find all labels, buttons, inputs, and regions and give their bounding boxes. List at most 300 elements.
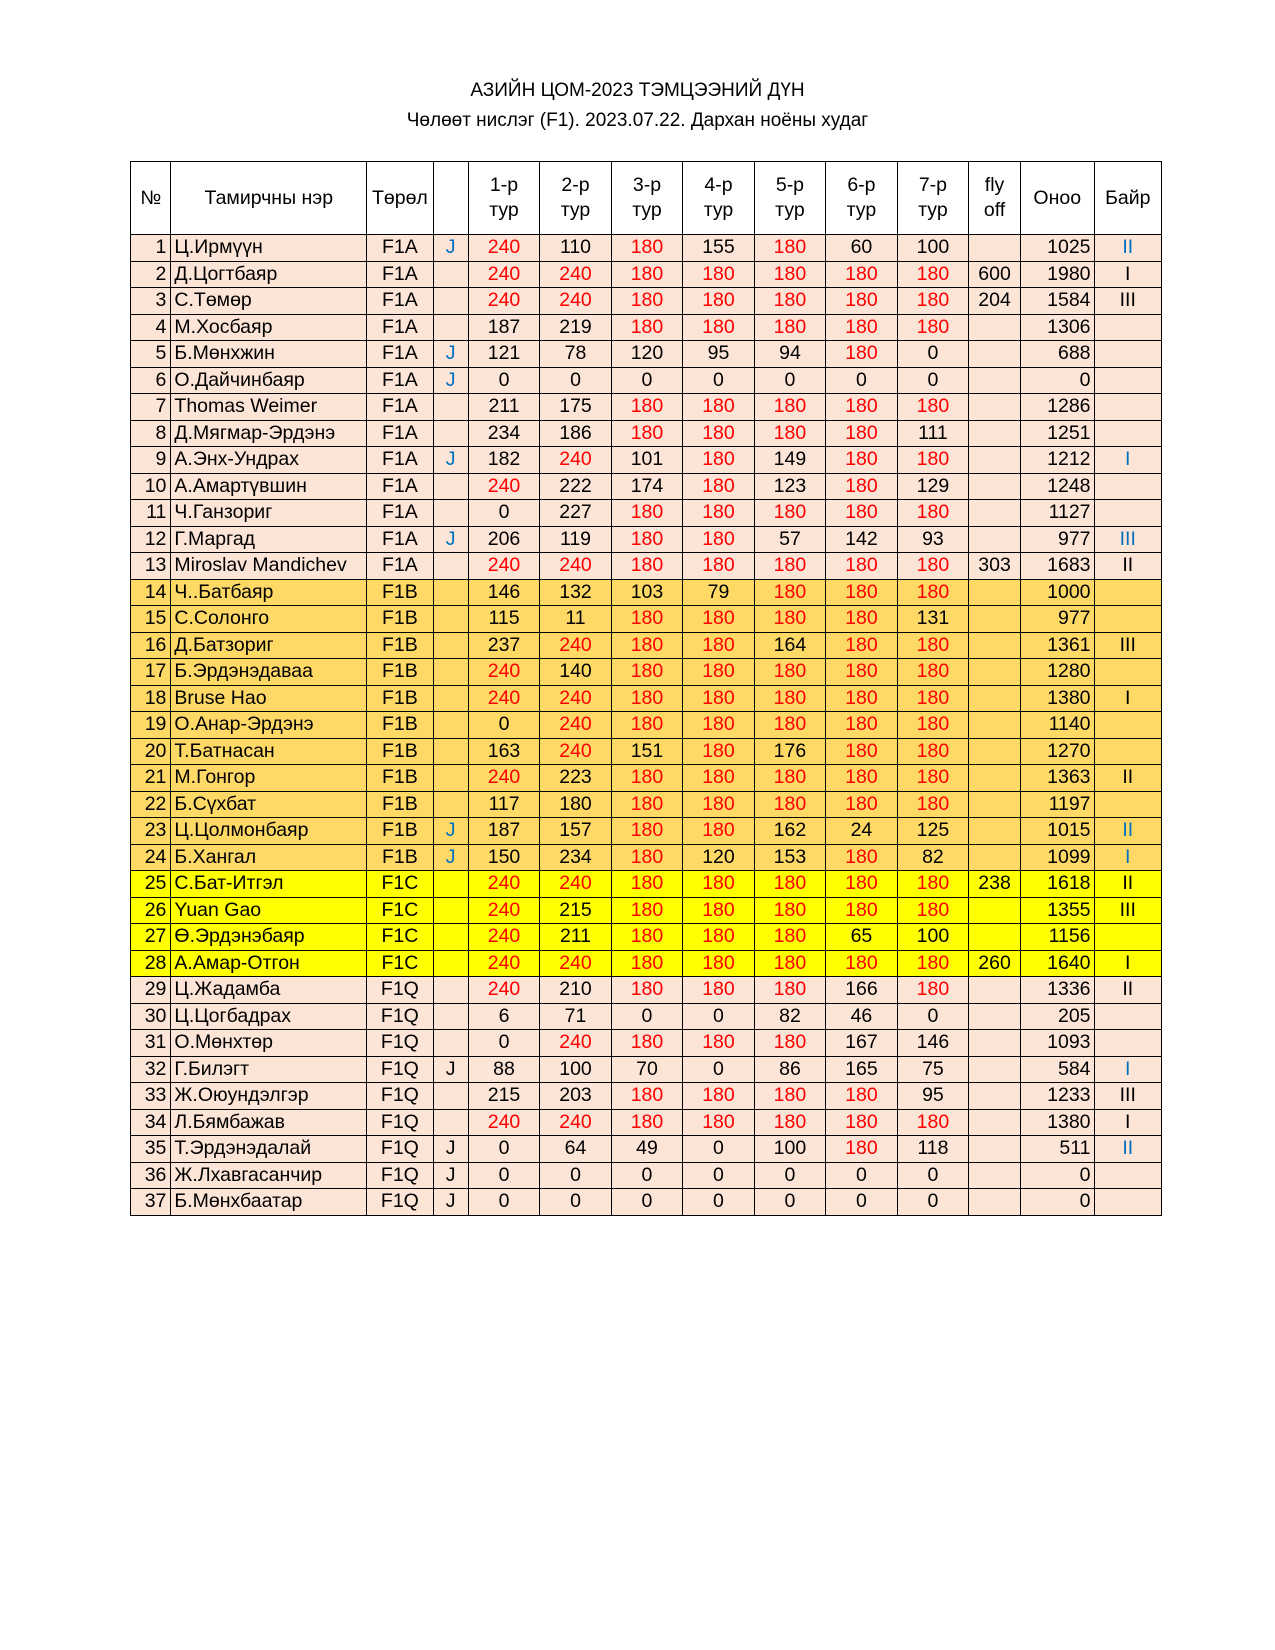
round-6-score: 142 bbox=[826, 526, 897, 553]
total-score: 1140 bbox=[1020, 712, 1094, 739]
class-cell: F1A bbox=[367, 526, 433, 553]
round-5-score: 153 bbox=[754, 844, 825, 871]
row-number: 27 bbox=[131, 924, 171, 951]
place-cell: II bbox=[1094, 1136, 1161, 1163]
flyoff-score bbox=[969, 1136, 1021, 1163]
round-3-score: 180 bbox=[611, 420, 682, 447]
round-5-score: 180 bbox=[754, 897, 825, 924]
athlete-name: Ц.Ирмүүн bbox=[171, 235, 367, 262]
round-4-score: 180 bbox=[683, 871, 754, 898]
round-6-score: 180 bbox=[826, 1109, 897, 1136]
round-4-score: 180 bbox=[683, 420, 754, 447]
class-cell: F1Q bbox=[367, 977, 433, 1004]
round-1-score: 240 bbox=[468, 950, 539, 977]
round-3-score: 180 bbox=[611, 712, 682, 739]
round-4-score: 180 bbox=[683, 659, 754, 686]
round-7-score: 180 bbox=[897, 314, 968, 341]
round-4-score: 180 bbox=[683, 447, 754, 474]
round-7-score: 180 bbox=[897, 632, 968, 659]
round-4-score: 180 bbox=[683, 314, 754, 341]
total-score: 1093 bbox=[1020, 1030, 1094, 1057]
round-2-score: 157 bbox=[540, 818, 611, 845]
place-cell bbox=[1094, 473, 1161, 500]
flyoff-score bbox=[969, 341, 1021, 368]
round-7-score: 180 bbox=[897, 394, 968, 421]
flyoff-score bbox=[969, 924, 1021, 951]
class-cell: F1C bbox=[367, 897, 433, 924]
total-score: 1025 bbox=[1020, 235, 1094, 262]
round-7-score: 0 bbox=[897, 367, 968, 394]
class-cell: F1Q bbox=[367, 1003, 433, 1030]
total-score: 1355 bbox=[1020, 897, 1094, 924]
class-cell: F1Q bbox=[367, 1136, 433, 1163]
round-4-score: 155 bbox=[683, 235, 754, 262]
round-7-score: 180 bbox=[897, 738, 968, 765]
total-score: 0 bbox=[1020, 367, 1094, 394]
round-4-score: 180 bbox=[683, 738, 754, 765]
round-3-score: 180 bbox=[611, 261, 682, 288]
round-7-score: 93 bbox=[897, 526, 968, 553]
round-5-score: 180 bbox=[754, 685, 825, 712]
athlete-name: Б.Мөнхжин bbox=[171, 341, 367, 368]
junior-flag bbox=[433, 924, 468, 951]
junior-flag bbox=[433, 261, 468, 288]
round-7-score: 125 bbox=[897, 818, 968, 845]
round-2-score: 71 bbox=[540, 1003, 611, 1030]
round-7-score: 75 bbox=[897, 1056, 968, 1083]
round-7-score: 180 bbox=[897, 553, 968, 580]
header-round-5: 5-р тур bbox=[754, 162, 825, 235]
round-3-score: 180 bbox=[611, 606, 682, 633]
round-2-score: 180 bbox=[540, 791, 611, 818]
row-number: 9 bbox=[131, 447, 171, 474]
total-score: 977 bbox=[1020, 526, 1094, 553]
row-number: 11 bbox=[131, 500, 171, 527]
class-cell: F1A bbox=[367, 394, 433, 421]
junior-flag bbox=[433, 897, 468, 924]
total-score: 584 bbox=[1020, 1056, 1094, 1083]
round-6-score: 180 bbox=[826, 261, 897, 288]
flyoff-score: 260 bbox=[969, 950, 1021, 977]
round-3-score: 180 bbox=[611, 844, 682, 871]
round-7-score: 82 bbox=[897, 844, 968, 871]
round-4-score: 0 bbox=[683, 1162, 754, 1189]
round-4-score: 180 bbox=[683, 632, 754, 659]
athlete-name: Ч..Батбаяр bbox=[171, 579, 367, 606]
round-2-score: 11 bbox=[540, 606, 611, 633]
round-2-score: 0 bbox=[540, 367, 611, 394]
round-6-score: 180 bbox=[826, 738, 897, 765]
athlete-name: Ч.Ганзориг bbox=[171, 500, 367, 527]
header-round-4: 4-р тур bbox=[683, 162, 754, 235]
table-row bbox=[131, 659, 1162, 686]
junior-flag bbox=[433, 659, 468, 686]
round-6-score: 180 bbox=[826, 579, 897, 606]
round-1-score: 163 bbox=[468, 738, 539, 765]
round-5-score: 180 bbox=[754, 500, 825, 527]
table-row bbox=[131, 924, 1162, 951]
round-7-score: 0 bbox=[897, 341, 968, 368]
flyoff-score bbox=[969, 685, 1021, 712]
round-5-score: 180 bbox=[754, 950, 825, 977]
round-7-score: 95 bbox=[897, 1083, 968, 1110]
round-2-score: 240 bbox=[540, 632, 611, 659]
total-score: 1683 bbox=[1020, 553, 1094, 580]
round-6-score: 180 bbox=[826, 1083, 897, 1110]
round-1-score: 0 bbox=[468, 1189, 539, 1216]
athlete-name: Yuan Gao bbox=[171, 897, 367, 924]
athlete-name: Г.Билэгт bbox=[171, 1056, 367, 1083]
round-4-score: 180 bbox=[683, 394, 754, 421]
round-4-score: 180 bbox=[683, 1083, 754, 1110]
athlete-name: Б.Сүхбат bbox=[171, 791, 367, 818]
total-score: 0 bbox=[1020, 1189, 1094, 1216]
round-3-score: 101 bbox=[611, 447, 682, 474]
header-junior bbox=[433, 162, 468, 235]
round-7-score: 180 bbox=[897, 712, 968, 739]
flyoff-score bbox=[969, 579, 1021, 606]
class-cell: F1B bbox=[367, 765, 433, 792]
flyoff-score: 238 bbox=[969, 871, 1021, 898]
athlete-name: Ж.Оюундэлгэр bbox=[171, 1083, 367, 1110]
junior-flag bbox=[433, 473, 468, 500]
row-number: 17 bbox=[131, 659, 171, 686]
class-cell: F1A bbox=[367, 553, 433, 580]
round-6-score: 180 bbox=[826, 791, 897, 818]
table-row bbox=[131, 738, 1162, 765]
table-row bbox=[131, 288, 1162, 315]
table-row bbox=[131, 261, 1162, 288]
round-1-score: 240 bbox=[468, 871, 539, 898]
round-3-score: 0 bbox=[611, 367, 682, 394]
flyoff-score bbox=[969, 473, 1021, 500]
place-cell: I bbox=[1094, 844, 1161, 871]
round-7-score: 100 bbox=[897, 924, 968, 951]
round-3-score: 0 bbox=[611, 1162, 682, 1189]
row-number: 22 bbox=[131, 791, 171, 818]
round-6-score: 180 bbox=[826, 288, 897, 315]
total-score: 1212 bbox=[1020, 447, 1094, 474]
round-1-score: 240 bbox=[468, 261, 539, 288]
round-6-score: 180 bbox=[826, 765, 897, 792]
total-score: 1015 bbox=[1020, 818, 1094, 845]
round-3-score: 180 bbox=[611, 1030, 682, 1057]
round-7-score: 129 bbox=[897, 473, 968, 500]
table-row bbox=[131, 1056, 1162, 1083]
place-cell bbox=[1094, 606, 1161, 633]
round-6-score: 180 bbox=[826, 447, 897, 474]
row-number: 24 bbox=[131, 844, 171, 871]
junior-flag bbox=[433, 1109, 468, 1136]
round-2-score: 175 bbox=[540, 394, 611, 421]
athlete-name: А.Амар-Отгон bbox=[171, 950, 367, 977]
round-5-score: 180 bbox=[754, 420, 825, 447]
round-1-score: 240 bbox=[468, 924, 539, 951]
round-3-score: 180 bbox=[611, 871, 682, 898]
athlete-name: С.Бат-Итгэл bbox=[171, 871, 367, 898]
round-7-score: 180 bbox=[897, 579, 968, 606]
round-2-score: 186 bbox=[540, 420, 611, 447]
round-5-score: 180 bbox=[754, 553, 825, 580]
place-cell: III bbox=[1094, 288, 1161, 315]
header-round-3: 3-р тур bbox=[611, 162, 682, 235]
place-cell: I bbox=[1094, 447, 1161, 474]
round-4-score: 180 bbox=[683, 1030, 754, 1057]
place-cell: I bbox=[1094, 685, 1161, 712]
athlete-name: Д.Батзориг bbox=[171, 632, 367, 659]
round-2-score: 240 bbox=[540, 1109, 611, 1136]
class-cell: F1A bbox=[367, 473, 433, 500]
round-2-score: 203 bbox=[540, 1083, 611, 1110]
round-1-score: 211 bbox=[468, 394, 539, 421]
round-4-score: 180 bbox=[683, 818, 754, 845]
junior-flag bbox=[433, 553, 468, 580]
round-2-score: 240 bbox=[540, 1030, 611, 1057]
flyoff-score bbox=[969, 1162, 1021, 1189]
row-number: 6 bbox=[131, 367, 171, 394]
round-4-score: 180 bbox=[683, 977, 754, 1004]
row-number: 1 bbox=[131, 235, 171, 262]
athlete-name: М.Гонгор bbox=[171, 765, 367, 792]
row-number: 23 bbox=[131, 818, 171, 845]
place-cell bbox=[1094, 500, 1161, 527]
round-4-score: 180 bbox=[683, 473, 754, 500]
round-3-score: 174 bbox=[611, 473, 682, 500]
class-cell: F1A bbox=[367, 288, 433, 315]
round-3-score: 180 bbox=[611, 977, 682, 1004]
round-5-score: 82 bbox=[754, 1003, 825, 1030]
round-4-score: 180 bbox=[683, 950, 754, 977]
junior-flag bbox=[433, 500, 468, 527]
total-score: 1336 bbox=[1020, 977, 1094, 1004]
junior-flag: J bbox=[433, 235, 468, 262]
junior-flag bbox=[433, 765, 468, 792]
round-7-score: 180 bbox=[897, 897, 968, 924]
round-6-score: 0 bbox=[826, 1162, 897, 1189]
class-cell: F1C bbox=[367, 871, 433, 898]
round-1-score: 182 bbox=[468, 447, 539, 474]
round-1-score: 117 bbox=[468, 791, 539, 818]
round-7-score: 180 bbox=[897, 685, 968, 712]
place-cell: I bbox=[1094, 950, 1161, 977]
junior-flag bbox=[433, 738, 468, 765]
round-2-score: 210 bbox=[540, 977, 611, 1004]
class-cell: F1B bbox=[367, 606, 433, 633]
round-2-score: 240 bbox=[540, 447, 611, 474]
flyoff-score bbox=[969, 526, 1021, 553]
table-row bbox=[131, 606, 1162, 633]
table-row bbox=[131, 367, 1162, 394]
athlete-name: Б.Мөнхбаатар bbox=[171, 1189, 367, 1216]
row-number: 5 bbox=[131, 341, 171, 368]
round-6-score: 180 bbox=[826, 844, 897, 871]
round-5-score: 164 bbox=[754, 632, 825, 659]
total-score: 1584 bbox=[1020, 288, 1094, 315]
flyoff-score bbox=[969, 977, 1021, 1004]
table-row bbox=[131, 871, 1162, 898]
round-2-score: 240 bbox=[540, 950, 611, 977]
total-score: 1270 bbox=[1020, 738, 1094, 765]
row-number: 19 bbox=[131, 712, 171, 739]
junior-flag bbox=[433, 685, 468, 712]
class-cell: F1B bbox=[367, 791, 433, 818]
flyoff-score bbox=[969, 632, 1021, 659]
round-7-score: 100 bbox=[897, 235, 968, 262]
round-3-score: 70 bbox=[611, 1056, 682, 1083]
place-cell: I bbox=[1094, 1109, 1161, 1136]
class-cell: F1A bbox=[367, 235, 433, 262]
round-2-score: 240 bbox=[540, 685, 611, 712]
athlete-name: Б.Эрдэнэдаваа bbox=[171, 659, 367, 686]
class-cell: F1B bbox=[367, 818, 433, 845]
row-number: 30 bbox=[131, 1003, 171, 1030]
round-3-score: 180 bbox=[611, 553, 682, 580]
round-1-score: 187 bbox=[468, 314, 539, 341]
junior-flag bbox=[433, 579, 468, 606]
place-cell bbox=[1094, 1162, 1161, 1189]
table-row bbox=[131, 818, 1162, 845]
junior-flag bbox=[433, 712, 468, 739]
round-4-score: 180 bbox=[683, 712, 754, 739]
athlete-name: С.Солонго bbox=[171, 606, 367, 633]
round-6-score: 65 bbox=[826, 924, 897, 951]
athlete-name: Ж.Лхавгасанчир bbox=[171, 1162, 367, 1189]
header-round-6: 6-р тур bbox=[826, 162, 897, 235]
table-row bbox=[131, 394, 1162, 421]
round-5-score: 180 bbox=[754, 712, 825, 739]
total-score: 0 bbox=[1020, 1162, 1094, 1189]
round-1-score: 240 bbox=[468, 288, 539, 315]
round-2-score: 240 bbox=[540, 738, 611, 765]
table-row bbox=[131, 314, 1162, 341]
header-total: Оноо bbox=[1020, 162, 1094, 235]
round-5-score: 180 bbox=[754, 791, 825, 818]
round-1-score: 240 bbox=[468, 685, 539, 712]
round-2-score: 215 bbox=[540, 897, 611, 924]
flyoff-score bbox=[969, 1030, 1021, 1057]
total-score: 1233 bbox=[1020, 1083, 1094, 1110]
round-1-score: 6 bbox=[468, 1003, 539, 1030]
junior-flag: J bbox=[433, 526, 468, 553]
round-1-score: 0 bbox=[468, 500, 539, 527]
flyoff-score bbox=[969, 606, 1021, 633]
header-round-1: 1-р тур bbox=[468, 162, 539, 235]
total-score: 1248 bbox=[1020, 473, 1094, 500]
round-1-score: 240 bbox=[468, 1109, 539, 1136]
round-1-score: 121 bbox=[468, 341, 539, 368]
junior-flag bbox=[433, 950, 468, 977]
junior-flag: J bbox=[433, 844, 468, 871]
place-cell: III bbox=[1094, 1083, 1161, 1110]
athlete-name: О.Анар-Эрдэнэ bbox=[171, 712, 367, 739]
total-score: 1980 bbox=[1020, 261, 1094, 288]
athlete-name: Ц.Цогбадрах bbox=[171, 1003, 367, 1030]
total-score: 511 bbox=[1020, 1136, 1094, 1163]
row-number: 29 bbox=[131, 977, 171, 1004]
row-number: 18 bbox=[131, 685, 171, 712]
athlete-name: Ц.Цолмонбаяр bbox=[171, 818, 367, 845]
athlete-name: О.Дайчинбаяр bbox=[171, 367, 367, 394]
round-7-score: 180 bbox=[897, 1109, 968, 1136]
flyoff-score bbox=[969, 314, 1021, 341]
round-6-score: 180 bbox=[826, 606, 897, 633]
round-2-score: 110 bbox=[540, 235, 611, 262]
header-round-2: 2-р тур bbox=[540, 162, 611, 235]
place-cell: II bbox=[1094, 553, 1161, 580]
round-7-score: 131 bbox=[897, 606, 968, 633]
athlete-name: Bruse Hao bbox=[171, 685, 367, 712]
row-number: 8 bbox=[131, 420, 171, 447]
round-4-score: 180 bbox=[683, 897, 754, 924]
round-5-score: 180 bbox=[754, 606, 825, 633]
round-3-score: 180 bbox=[611, 394, 682, 421]
flyoff-score bbox=[969, 1056, 1021, 1083]
table-row bbox=[131, 1030, 1162, 1057]
athlete-name: О.Мөнхтөр bbox=[171, 1030, 367, 1057]
round-3-score: 180 bbox=[611, 659, 682, 686]
round-6-score: 46 bbox=[826, 1003, 897, 1030]
round-2-score: 240 bbox=[540, 871, 611, 898]
round-4-score: 79 bbox=[683, 579, 754, 606]
table-row bbox=[131, 526, 1162, 553]
junior-flag bbox=[433, 632, 468, 659]
athlete-name: С.Төмөр bbox=[171, 288, 367, 315]
row-number: 20 bbox=[131, 738, 171, 765]
junior-flag bbox=[433, 314, 468, 341]
athlete-name: Л.Бямбажав bbox=[171, 1109, 367, 1136]
round-4-score: 180 bbox=[683, 526, 754, 553]
place-cell: III bbox=[1094, 897, 1161, 924]
athlete-name: Miroslav Mandichev bbox=[171, 553, 367, 580]
round-3-score: 180 bbox=[611, 314, 682, 341]
table-row bbox=[131, 844, 1162, 871]
class-cell: F1Q bbox=[367, 1109, 433, 1136]
flyoff-score bbox=[969, 897, 1021, 924]
round-4-score: 180 bbox=[683, 1109, 754, 1136]
class-cell: F1A bbox=[367, 314, 433, 341]
total-score: 1127 bbox=[1020, 500, 1094, 527]
junior-flag: J bbox=[433, 341, 468, 368]
round-2-score: 240 bbox=[540, 288, 611, 315]
class-cell: F1Q bbox=[367, 1162, 433, 1189]
flyoff-score bbox=[969, 659, 1021, 686]
round-5-score: 0 bbox=[754, 1162, 825, 1189]
total-score: 1286 bbox=[1020, 394, 1094, 421]
round-3-score: 103 bbox=[611, 579, 682, 606]
round-7-score: 180 bbox=[897, 765, 968, 792]
class-cell: F1B bbox=[367, 685, 433, 712]
round-6-score: 167 bbox=[826, 1030, 897, 1057]
round-1-score: 240 bbox=[468, 473, 539, 500]
table-row bbox=[131, 791, 1162, 818]
table-row bbox=[131, 553, 1162, 580]
place-cell: III bbox=[1094, 632, 1161, 659]
round-1-score: 0 bbox=[468, 1136, 539, 1163]
total-score: 1000 bbox=[1020, 579, 1094, 606]
row-number: 2 bbox=[131, 261, 171, 288]
round-6-score: 180 bbox=[826, 314, 897, 341]
junior-flag: J bbox=[433, 1189, 468, 1216]
round-2-score: 0 bbox=[540, 1189, 611, 1216]
round-7-score: 0 bbox=[897, 1003, 968, 1030]
place-cell bbox=[1094, 367, 1161, 394]
round-5-score: 180 bbox=[754, 1083, 825, 1110]
flyoff-score bbox=[969, 1083, 1021, 1110]
row-number: 3 bbox=[131, 288, 171, 315]
athlete-name: Б.Хангал bbox=[171, 844, 367, 871]
class-cell: F1A bbox=[367, 341, 433, 368]
place-cell bbox=[1094, 1189, 1161, 1216]
